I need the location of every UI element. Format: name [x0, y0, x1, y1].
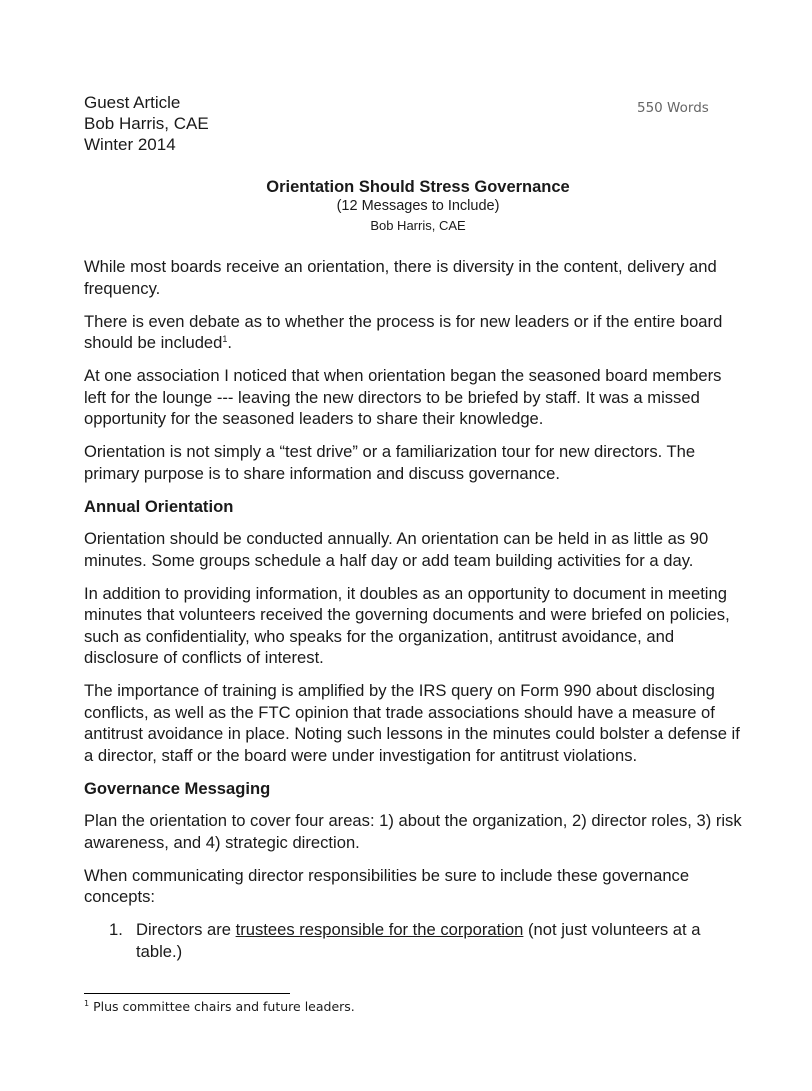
article-subtitle: (12 Messages to Include): [336, 198, 500, 214]
issue-date: Winter 2014: [84, 135, 176, 154]
article-type: Guest Article: [84, 93, 181, 112]
paragraph-text: There is even debate as to whether the process is for new leaders or if the entire board should be included: [84, 311, 723, 352]
section-heading-governance: Governance Messaging: [84, 778, 271, 798]
paragraph: Orientation should be conducted annually. An orientation can be held in as little as 90 minutes. Some groups schedule a half day or add team building activities for a day.: [84, 529, 709, 570]
paragraph: Plan the orientation to cover four areas: 1) about the organization, 2) director roles, 3) risk awareness, and 4) strategic direction.: [84, 811, 742, 852]
author-line: Bob Harris, CAE: [84, 114, 209, 133]
list-text-end: (not just volunteers at a table.): [136, 920, 701, 961]
section-heading-annual: Annual Orientation: [84, 496, 234, 516]
list-number: 1.: [109, 920, 123, 939]
paragraph: In addition to providing information, it doubles as an opportunity to document in meeting minutes that volunteers received the governing documents and were briefed on policies, such as confidentiality, who speaks for the organization, antitrust avoidance, and disclosure of conflicts of interest.: [84, 583, 730, 667]
footnote-number: 1: [84, 999, 90, 1008]
list-item: [84, 919, 744, 962]
title-block: [0, 177, 812, 235]
paragraph: Orientation is not simply a “test drive” or a familiarization tour for new directors. The primary purpose is to share information and discuss governance.: [84, 442, 696, 483]
paragraph: At one association I noticed that when orientation began the seasoned board members left for the lounge --- leaving the new directors to be briefed by staff. It was a missed opportunity for the seasoned leaders to share their knowledge.: [84, 366, 722, 428]
list-text-underlined: trustees responsible for the corporation: [235, 920, 524, 939]
paragraph: The importance of training is amplified by the IRS query on Form 990 about disclosing conflicts, as well as the FTC opinion that trade associations should have a measure of antitrust avoidance in place. Noting such lessons in the minutes could bolster a defense if a director, staff or the board were under investigation for antitrust violations.: [84, 681, 740, 765]
article-body: [84, 256, 744, 974]
paragraph: [84, 311, 744, 354]
paragraph: While most boards receive an orientation, there is diversity in the content, delivery and frequency.: [84, 257, 717, 298]
article-header: [84, 92, 209, 155]
list-text: Directors are: [136, 920, 236, 939]
footnote: [84, 999, 355, 1014]
article-byline: Bob Harris, CAE: [370, 218, 466, 233]
paragraph-end: .: [227, 333, 233, 352]
footnote-divider: [84, 993, 290, 994]
word-count: 550 Words: [637, 100, 709, 116]
footnote-reference: 1: [222, 334, 228, 344]
article-title: Orientation Should Stress Governance: [266, 178, 570, 196]
paragraph: When communicating director responsibilities be sure to include these governance concepts:: [84, 865, 690, 906]
footnote-text: Plus committee chairs and future leaders.: [89, 999, 355, 1014]
